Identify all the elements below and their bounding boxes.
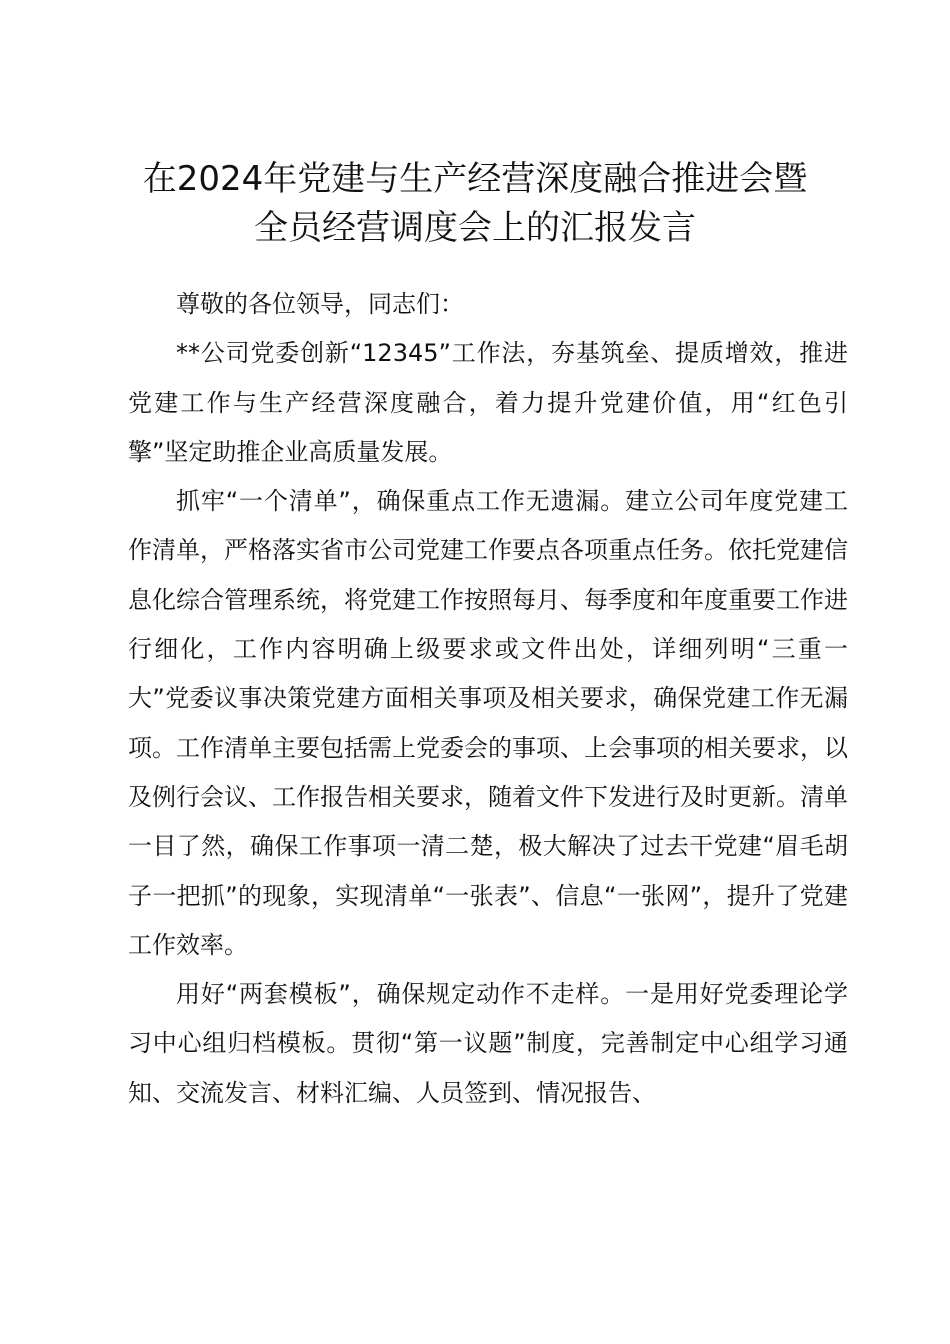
document-title (100, 155, 850, 253)
title-line-2: 全员经营调度会上的汇报发言 (254, 208, 696, 248)
paragraph-2: 抓牢“一个清单”，确保重点工作无遗漏。建立公司年度党建工作清单，严格落实省市公司党建工作要点各项重点任务。依托党建信息化综合管理系统，将党建工作按照每月、每季度和年度重要工作进行细化，工作内容明确上级要求或文件出处，详细列明“三重一大”党委议事决策党建方面相关事项及相关要求，确保党建工作无漏项。工作清单主要包括需上党委会的事项、上会事项的相关要求，以及例行会议、工作报告相关要求，随着文件下发进行及时更新。清单一目了然，确保工作事项一清二楚，极大解决了过去干党建“眉毛胡子一把抓”的现象，实现清单“一张表”、信息“一张网”，提升了党建工作效率。 (128, 487, 848, 959)
paragraph-1: **公司党委创新“12345”工作法，夯基筑垒、提质增效，推进党建工作与生产经营深度融合，着力提升党建价值，用“红色引擎”坚定助推企业高质量发展。 (128, 339, 848, 466)
title-line-1: 在2024年党建与生产经营深度融合推进会暨 (142, 159, 808, 199)
document-body (128, 280, 848, 1118)
salutation: 尊敬的各位领导，同志们： (176, 290, 464, 318)
paragraph-3: 用好“两套模板”，确保规定动作不走样。一是用好党委理论学习中心组归档模板。贯彻“第一议题”制度，完善制定中心组学习通知、交流发言、材料汇编、人员签到、情况报告、 (128, 980, 848, 1107)
